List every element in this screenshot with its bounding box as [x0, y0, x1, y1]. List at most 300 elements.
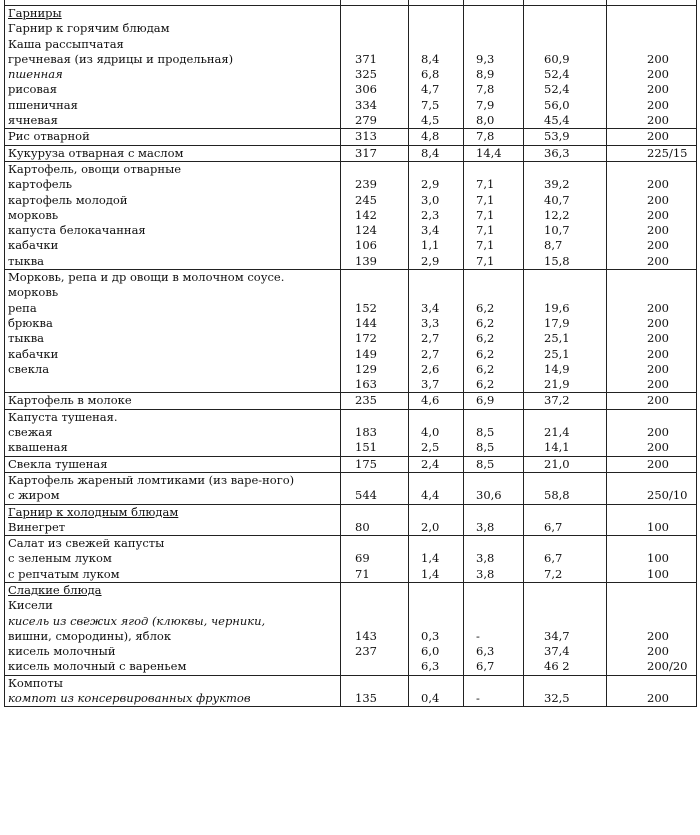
protein-cell: 7,5	[409, 98, 464, 113]
carbs-cell: 53,9	[524, 129, 607, 145]
item-name-cell: вишни, смородины), яблок	[5, 629, 341, 644]
yield-cell: 200	[607, 52, 697, 67]
yield-cell: 200	[607, 129, 697, 145]
yield-cell	[607, 504, 697, 520]
table-row	[5, 6, 697, 22]
kcal-cell	[341, 285, 409, 300]
item-name-cell: рисовая	[5, 82, 341, 97]
fat-cell: 7,1	[464, 177, 524, 192]
yield-cell	[607, 472, 697, 488]
table-row	[5, 425, 697, 440]
kcal-cell: 235	[341, 393, 409, 409]
protein-cell: 4,0	[409, 425, 464, 440]
table-row	[5, 193, 697, 208]
kcal-cell	[341, 598, 409, 613]
table-row	[5, 488, 697, 504]
table-row	[5, 440, 697, 456]
protein-cell: 4,8	[409, 129, 464, 145]
kcal-cell: 139	[341, 254, 409, 270]
fat-cell: -	[464, 691, 524, 707]
yield-cell: 200	[607, 644, 697, 659]
table-row	[5, 598, 697, 613]
carbs-cell: 52,4	[524, 82, 607, 97]
table-row	[5, 582, 697, 598]
kcal-cell	[341, 161, 409, 177]
protein-cell: 8,4	[409, 145, 464, 161]
table-row	[5, 504, 697, 520]
table-row	[5, 629, 697, 644]
carbs-cell	[524, 285, 607, 300]
item-name-cell: Картофель, овощи отварные	[5, 161, 341, 177]
fat-cell	[464, 409, 524, 425]
item-name-cell: пшеничная	[5, 98, 341, 113]
protein-cell: 3,7	[409, 377, 464, 393]
carbs-cell	[524, 37, 607, 52]
fat-cell: 6,2	[464, 331, 524, 346]
table-row	[5, 21, 697, 36]
kcal-cell: 175	[341, 456, 409, 472]
yield-cell	[607, 614, 697, 629]
fat-cell	[464, 6, 524, 22]
carbs-cell: 19,6	[524, 301, 607, 316]
fat-cell: 6,3	[464, 644, 524, 659]
item-name-cell: Картофель в молоке	[5, 393, 341, 409]
table-row	[5, 238, 697, 253]
fat-cell: 14,4	[464, 145, 524, 161]
carbs-cell	[524, 270, 607, 286]
yield-cell: 200	[607, 377, 697, 393]
item-name-cell: капуста белокачанная	[5, 223, 341, 238]
item-name-cell: с жиром	[5, 488, 341, 504]
carbs-cell	[524, 675, 607, 691]
kcal-cell: 317	[341, 145, 409, 161]
protein-cell	[409, 270, 464, 286]
item-name-cell: брюква	[5, 316, 341, 331]
item-name-cell: Морковь, репа и др овощи в молочном соусе.	[5, 270, 341, 286]
yield-cell: 200/20	[607, 659, 697, 675]
carbs-cell: 34,7	[524, 629, 607, 644]
carbs-cell: 37,4	[524, 644, 607, 659]
protein-cell: 2,7	[409, 331, 464, 346]
protein-cell: 0,4	[409, 691, 464, 707]
table-row	[5, 409, 697, 425]
kcal-cell: 129	[341, 362, 409, 377]
yield-cell: 200	[607, 362, 697, 377]
kcal-cell: 245	[341, 193, 409, 208]
protein-cell: 1,4	[409, 567, 464, 583]
protein-cell	[409, 582, 464, 598]
fat-cell: 7,8	[464, 129, 524, 145]
protein-cell	[409, 504, 464, 520]
nutrition-table	[4, 0, 697, 707]
yield-cell: 200	[607, 193, 697, 208]
kcal-cell: 371	[341, 52, 409, 67]
protein-cell	[409, 409, 464, 425]
protein-cell: 2,7	[409, 347, 464, 362]
table-row	[5, 316, 697, 331]
yield-cell	[607, 6, 697, 22]
table-row	[5, 208, 697, 223]
item-name-cell: Гарниры	[5, 6, 341, 22]
yield-cell	[607, 285, 697, 300]
carbs-cell: 52,4	[524, 67, 607, 82]
yield-cell	[607, 21, 697, 36]
protein-cell: 3,0	[409, 193, 464, 208]
yield-cell: 225/15	[607, 145, 697, 161]
protein-cell: 4,4	[409, 488, 464, 504]
carbs-cell	[524, 582, 607, 598]
table-row	[5, 536, 697, 552]
table-row	[5, 362, 697, 377]
yield-cell: 200	[607, 347, 697, 362]
protein-cell: 2,9	[409, 254, 464, 270]
table-row	[5, 691, 697, 707]
table-row	[5, 129, 697, 145]
table-row	[5, 614, 697, 629]
kcal-cell: 172	[341, 331, 409, 346]
kcal-cell	[341, 659, 409, 675]
fat-cell: 6,7	[464, 659, 524, 675]
protein-cell: 6,0	[409, 644, 464, 659]
item-name-cell: кабачки	[5, 238, 341, 253]
kcal-cell: 106	[341, 238, 409, 253]
carbs-cell	[524, 614, 607, 629]
protein-cell: 4,5	[409, 113, 464, 129]
kcal-cell	[341, 270, 409, 286]
item-name-cell: Компоты	[5, 675, 341, 691]
protein-cell	[409, 6, 464, 22]
fat-cell	[464, 270, 524, 286]
kcal-cell: 544	[341, 488, 409, 504]
protein-cell: 3,4	[409, 223, 464, 238]
kcal-cell: 135	[341, 691, 409, 707]
protein-cell	[409, 536, 464, 552]
carbs-cell: 56,0	[524, 98, 607, 113]
carbs-cell	[524, 409, 607, 425]
carbs-cell	[524, 6, 607, 22]
table-row	[5, 113, 697, 129]
kcal-cell: 151	[341, 440, 409, 456]
table-row	[5, 551, 697, 566]
carbs-cell: 45,4	[524, 113, 607, 129]
carbs-cell: 14,1	[524, 440, 607, 456]
item-name-cell: кисель молочный	[5, 644, 341, 659]
kcal-cell	[341, 504, 409, 520]
fat-cell: 7,1	[464, 193, 524, 208]
kcal-cell: 124	[341, 223, 409, 238]
carbs-cell: 39,2	[524, 177, 607, 192]
carbs-cell	[524, 21, 607, 36]
carbs-cell: 21,9	[524, 377, 607, 393]
item-name-cell: Картофель жареный ломтиками (из варе-ного)	[5, 472, 341, 488]
table-row	[5, 456, 697, 472]
kcal-cell: 279	[341, 113, 409, 129]
carbs-cell	[524, 472, 607, 488]
fat-cell: 7,1	[464, 208, 524, 223]
yield-cell: 200	[607, 629, 697, 644]
fat-cell: 3,8	[464, 567, 524, 583]
item-name-cell: гречневая (из ядрицы и продельная)	[5, 52, 341, 67]
fat-cell: 7,1	[464, 254, 524, 270]
table-row	[5, 644, 697, 659]
protein-cell: 1,1	[409, 238, 464, 253]
protein-cell: 3,3	[409, 316, 464, 331]
table-row	[5, 145, 697, 161]
carbs-cell	[524, 161, 607, 177]
protein-cell: 1,4	[409, 551, 464, 566]
protein-cell	[409, 598, 464, 613]
kcal-cell	[341, 472, 409, 488]
yield-cell: 200	[607, 67, 697, 82]
kcal-cell	[341, 582, 409, 598]
kcal-cell	[341, 21, 409, 36]
fat-cell: 9,3	[464, 52, 524, 67]
protein-cell: 6,8	[409, 67, 464, 82]
protein-cell	[409, 614, 464, 629]
item-name-cell: пшенная	[5, 67, 341, 82]
yield-cell	[607, 161, 697, 177]
yield-cell: 200	[607, 331, 697, 346]
yield-cell	[607, 409, 697, 425]
item-name-cell: свежая	[5, 425, 341, 440]
table-row	[5, 254, 697, 270]
kcal-cell: 306	[341, 82, 409, 97]
carbs-cell: 7,2	[524, 567, 607, 583]
carbs-cell: 32,5	[524, 691, 607, 707]
fat-cell	[464, 472, 524, 488]
protein-cell: 2,4	[409, 456, 464, 472]
kcal-cell: 163	[341, 377, 409, 393]
item-name-cell: Винегрет	[5, 520, 341, 536]
protein-cell: 6,3	[409, 659, 464, 675]
table-row	[5, 659, 697, 675]
fat-cell: 30,6	[464, 488, 524, 504]
item-name-cell: компот из консервированных фруктов	[5, 691, 341, 707]
protein-cell: 2,6	[409, 362, 464, 377]
kcal-cell: 69	[341, 551, 409, 566]
protein-cell	[409, 675, 464, 691]
carbs-cell: 6,7	[524, 551, 607, 566]
kcal-cell	[341, 37, 409, 52]
kcal-cell: 149	[341, 347, 409, 362]
kcal-cell: 71	[341, 567, 409, 583]
item-name-cell: тыква	[5, 331, 341, 346]
item-name-cell: Кукуруза отварная с маслом	[5, 145, 341, 161]
fat-cell: 7,1	[464, 223, 524, 238]
yield-cell: 200	[607, 113, 697, 129]
item-name-cell: квашеная	[5, 440, 341, 456]
carbs-cell: 40,7	[524, 193, 607, 208]
table-row	[5, 331, 697, 346]
item-name-cell: кабачки	[5, 347, 341, 362]
table-row	[5, 98, 697, 113]
carbs-cell: 36,3	[524, 145, 607, 161]
protein-cell: 8,4	[409, 52, 464, 67]
carbs-cell: 60,9	[524, 52, 607, 67]
protein-cell	[409, 21, 464, 36]
fat-cell	[464, 37, 524, 52]
item-name-cell: свекла	[5, 362, 341, 377]
fat-cell: 3,8	[464, 520, 524, 536]
yield-cell	[607, 37, 697, 52]
kcal-cell	[341, 614, 409, 629]
yield-cell: 200	[607, 254, 697, 270]
yield-cell: 200	[607, 208, 697, 223]
carbs-cell: 15,8	[524, 254, 607, 270]
fat-cell: 7,9	[464, 98, 524, 113]
yield-cell	[607, 675, 697, 691]
kcal-cell	[341, 536, 409, 552]
item-name-cell: картофель молодой	[5, 193, 341, 208]
fat-cell: 6,2	[464, 316, 524, 331]
fat-cell: 6,2	[464, 362, 524, 377]
protein-cell: 2,9	[409, 177, 464, 192]
table-row	[5, 270, 697, 286]
fat-cell	[464, 582, 524, 598]
item-name-cell: Гарнир к холодным блюдам	[5, 504, 341, 520]
kcal-cell: 144	[341, 316, 409, 331]
table-row	[5, 82, 697, 97]
item-name-cell: Кисели	[5, 598, 341, 613]
protein-cell	[409, 285, 464, 300]
fat-cell: 8,5	[464, 440, 524, 456]
yield-cell: 200	[607, 425, 697, 440]
carbs-cell: 10,7	[524, 223, 607, 238]
table-row	[5, 223, 697, 238]
protein-cell: 4,7	[409, 82, 464, 97]
carbs-cell: 21,4	[524, 425, 607, 440]
yield-cell: 200	[607, 177, 697, 192]
carbs-cell: 14,9	[524, 362, 607, 377]
kcal-cell	[341, 675, 409, 691]
item-name-cell: репа	[5, 301, 341, 316]
yield-cell: 100	[607, 567, 697, 583]
fat-cell	[464, 614, 524, 629]
kcal-cell	[341, 409, 409, 425]
table-row	[5, 567, 697, 583]
carbs-cell: 25,1	[524, 331, 607, 346]
carbs-cell: 12,2	[524, 208, 607, 223]
item-name-cell: ячневая	[5, 113, 341, 129]
fat-cell: 8,5	[464, 456, 524, 472]
kcal-cell	[341, 6, 409, 22]
fat-cell: 8,5	[464, 425, 524, 440]
fat-cell	[464, 285, 524, 300]
yield-cell	[607, 536, 697, 552]
item-name-cell	[5, 377, 341, 393]
carbs-cell	[524, 598, 607, 613]
table-row	[5, 37, 697, 52]
table-body	[5, 0, 697, 707]
fat-cell	[464, 675, 524, 691]
fat-cell: 8,9	[464, 67, 524, 82]
carbs-cell: 17,9	[524, 316, 607, 331]
protein-cell: 2,5	[409, 440, 464, 456]
yield-cell: 200	[607, 238, 697, 253]
item-name-cell: кисель из свежих ягод (клюквы, черники,	[5, 614, 341, 629]
item-name-cell: кисель молочный с вареньем	[5, 659, 341, 675]
fat-cell: 6,2	[464, 347, 524, 362]
carbs-cell: 21,0	[524, 456, 607, 472]
item-name-cell: морковь	[5, 285, 341, 300]
protein-cell: 4,6	[409, 393, 464, 409]
item-name-cell: Капуста тушеная.	[5, 409, 341, 425]
carbs-cell	[524, 536, 607, 552]
item-name-cell: Гарнир к горячим блюдам	[5, 21, 341, 36]
table-row	[5, 347, 697, 362]
protein-cell: 2,3	[409, 208, 464, 223]
kcal-cell: 325	[341, 67, 409, 82]
yield-cell: 100	[607, 520, 697, 536]
item-name-cell: морковь	[5, 208, 341, 223]
kcal-cell: 313	[341, 129, 409, 145]
fat-cell: 3,8	[464, 551, 524, 566]
kcal-cell: 142	[341, 208, 409, 223]
kcal-cell: 239	[341, 177, 409, 192]
yield-cell: 200	[607, 301, 697, 316]
yield-cell	[607, 582, 697, 598]
yield-cell: 200	[607, 82, 697, 97]
kcal-cell: 80	[341, 520, 409, 536]
table-row	[5, 301, 697, 316]
yield-cell: 200	[607, 456, 697, 472]
fat-cell	[464, 598, 524, 613]
protein-cell: 3,4	[409, 301, 464, 316]
fat-cell	[464, 21, 524, 36]
yield-cell: 200	[607, 223, 697, 238]
fat-cell: -	[464, 629, 524, 644]
table-row	[5, 52, 697, 67]
yield-cell: 200	[607, 98, 697, 113]
item-name-cell: тыква	[5, 254, 341, 270]
yield-cell: 200	[607, 440, 697, 456]
item-name-cell: Салат из свежей капусты	[5, 536, 341, 552]
item-name-cell: Свекла тушеная	[5, 456, 341, 472]
carbs-cell: 25,1	[524, 347, 607, 362]
item-name-cell: Сладкие блюда	[5, 582, 341, 598]
item-name-cell: с зеленым луком	[5, 551, 341, 566]
yield-cell: 100	[607, 551, 697, 566]
protein-cell	[409, 37, 464, 52]
carbs-cell: 6,7	[524, 520, 607, 536]
table-row	[5, 393, 697, 409]
protein-cell	[409, 161, 464, 177]
carbs-cell	[524, 504, 607, 520]
yield-cell	[607, 598, 697, 613]
table-row	[5, 377, 697, 393]
item-name-cell: Рис отварной	[5, 129, 341, 145]
fat-cell: 6,9	[464, 393, 524, 409]
fat-cell	[464, 504, 524, 520]
kcal-cell: 237	[341, 644, 409, 659]
kcal-cell: 143	[341, 629, 409, 644]
table-row	[5, 472, 697, 488]
table-row	[5, 285, 697, 300]
item-name-cell: Каша рассыпчатая	[5, 37, 341, 52]
item-name-cell: картофель	[5, 177, 341, 192]
kcal-cell: 334	[341, 98, 409, 113]
fat-cell: 7,8	[464, 82, 524, 97]
table-row	[5, 67, 697, 82]
item-name-cell: с репчатым луком	[5, 567, 341, 583]
protein-cell: 0,3	[409, 629, 464, 644]
table-row	[5, 520, 697, 536]
fat-cell: 6,2	[464, 301, 524, 316]
carbs-cell: 8,7	[524, 238, 607, 253]
fat-cell	[464, 536, 524, 552]
carbs-cell: 58,8	[524, 488, 607, 504]
yield-cell	[607, 270, 697, 286]
